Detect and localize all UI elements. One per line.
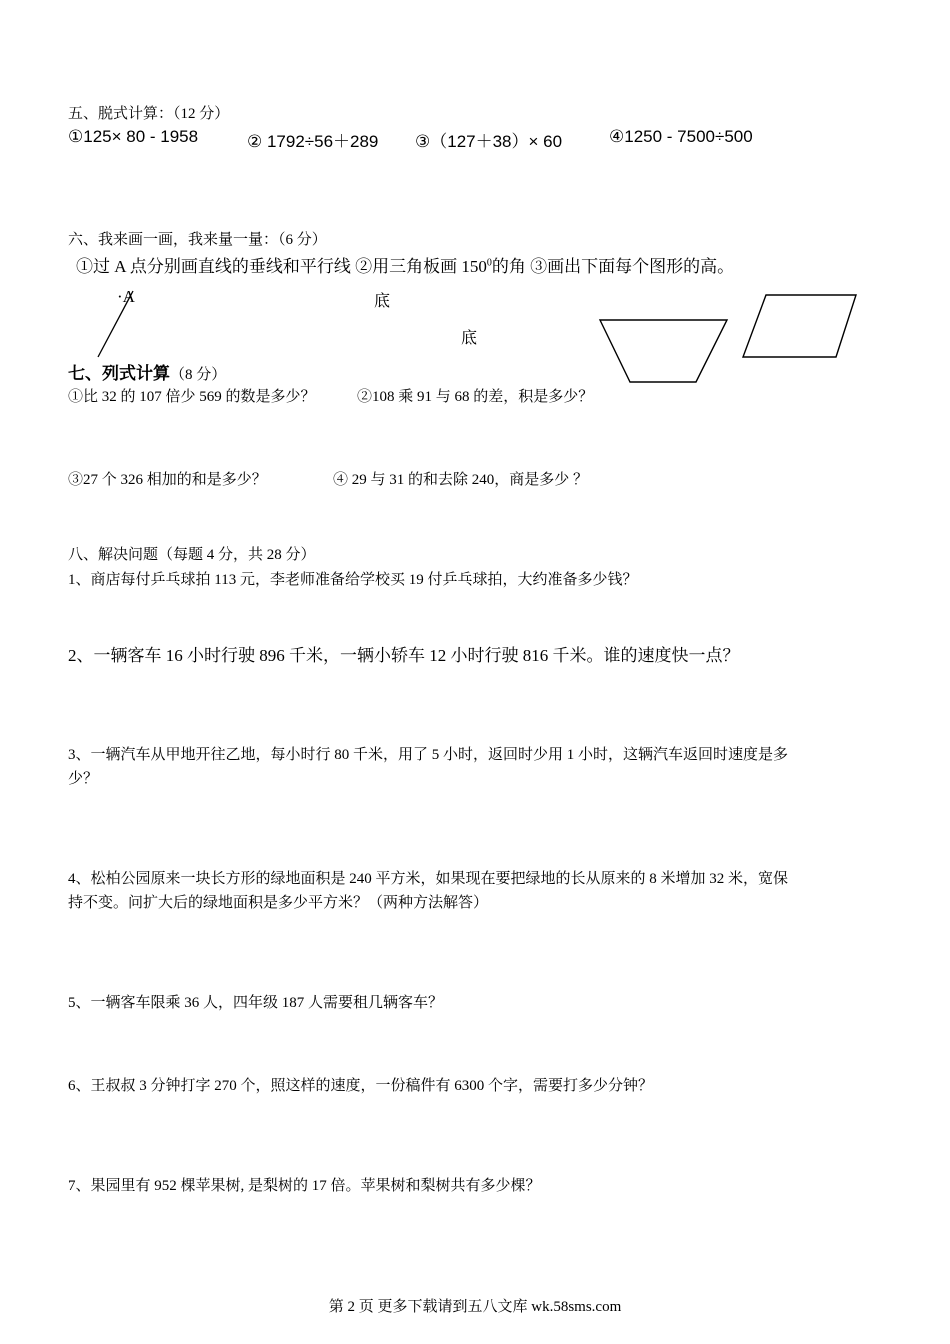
section7-title-bold: 七、列式计算 <box>68 364 170 383</box>
instr-part2: 的角 ③画出下面每个图形的高。 <box>491 257 735 276</box>
point-a-label: ·A <box>117 287 135 306</box>
trapezoid-shape <box>600 320 727 382</box>
problem-7: 7、果园里有 952 棵苹果树, 是梨树的 17 倍。苹果树和梨树共有多少棵？ <box>68 1178 541 1194</box>
problem-1: 1、商店每付乒乓球拍 113 元，李老师准备给学校买 19 付乒乓球拍，大约准备多少钱？ <box>68 572 638 588</box>
problem-3-line-2: 少？ <box>68 771 99 787</box>
calc-item-1: ①125× 80 - 1958 <box>68 127 199 146</box>
section7-title-rest: （8 分） <box>170 367 227 383</box>
section7-title <box>68 359 226 384</box>
section7-question-1: ①比 32 的 107 倍少 569 的数是多少？ <box>68 389 316 405</box>
calc-item-3: ③（127＋38）× 60 <box>415 132 563 151</box>
section7-question-3: ③27 个 326 相加的和是多少？ <box>68 472 267 488</box>
calc-item-2: ② 1792÷56＋289 <box>247 132 379 151</box>
section5-title: 五、脱式计算：（12 分） <box>68 106 230 122</box>
section7-question-2: ②108 乘 91 与 68 的差，积是多少？ <box>357 389 594 405</box>
section7-question-4: ④ 29 与 31 的和去除 240，商是多少 ？ <box>333 472 589 488</box>
problem-2: 2、一辆客车 16 小时行驶 896 千米，一辆小轿车 12 小时行驶 816 千米。谁的速度快一点？ <box>68 646 740 665</box>
calc-item-4: ④1250 - 7500÷500 <box>609 127 753 146</box>
page-footer: 第 2 页 更多下载请到五八文库 wk.58sms.com <box>328 1299 622 1315</box>
instr-part1: ①过 A 点分别画直线的垂线和平行线 ②用三角板画 150 <box>76 257 487 276</box>
problem-4-line-1: 4、松柏公园原来一块长方形的绿地面积是 240 平方米，如果现在要把绿地的长从原来的 8 米增加 32 米，宽保 <box>68 871 789 887</box>
parallelogram-shape <box>743 295 856 357</box>
problem-6: 6、王叔叔 3 分钟打字 270 个，照这样的速度，一份稿件有 6300 个字，需要打多少分钟？ <box>68 1078 654 1094</box>
problem-3-line-1: 3、一辆汽车从甲地开往乙地，每小时行 80 千米，用了 5 小时，返回时少用 1 小时，这辆汽车返回时速度是多 <box>68 747 789 763</box>
section8-title: 八、解决问题（每题 4 分，共 28 分） <box>68 547 316 563</box>
section6-title: 六、我来画一画，我来量一量：（6 分） <box>68 232 327 248</box>
problem-5: 5、一辆客车限乘 36 人，四年级 187 人需要租几辆客车？ <box>68 995 444 1011</box>
problem-4-line-2: 持不变。问扩大后的绿地面积是多少平方米？（两种方法解答） <box>68 895 489 911</box>
given-line <box>98 291 133 357</box>
base-label-2: 底 <box>461 330 478 347</box>
degree-superscript: 0 <box>486 257 492 269</box>
base-label-1: 底 <box>374 293 391 310</box>
